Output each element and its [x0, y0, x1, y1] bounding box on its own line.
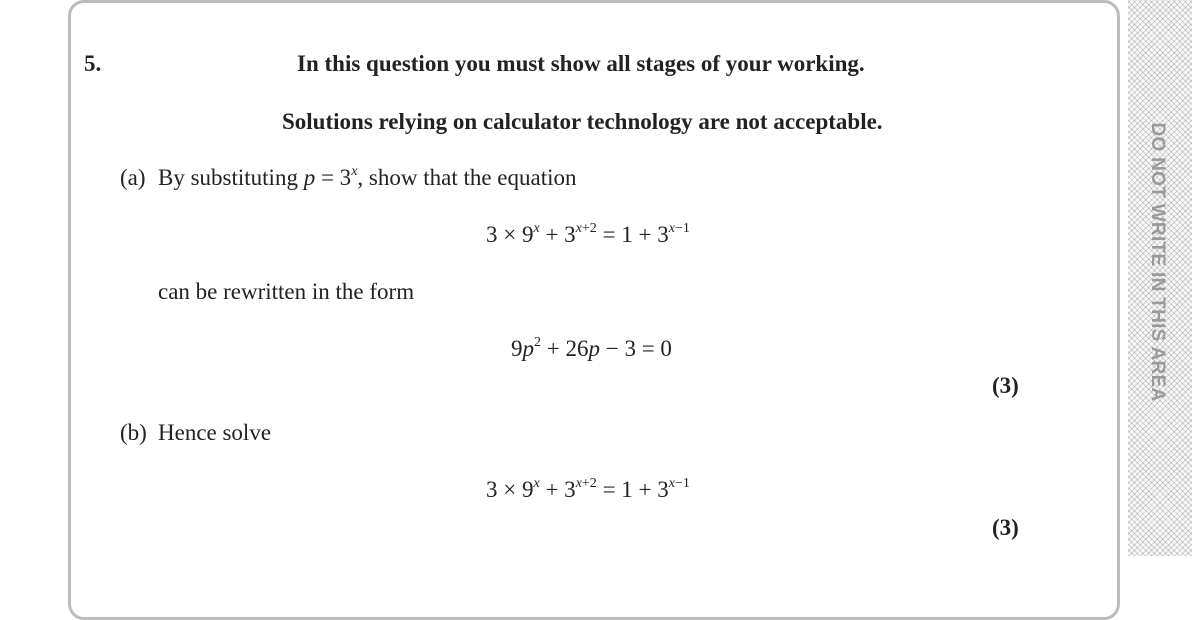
- part-a-between-text: can be rewritten in the form: [158, 279, 415, 304]
- instruction-show-working: In this question you must show all stages of your working.: [297, 51, 865, 76]
- question-number: 5.: [84, 51, 102, 76]
- substitution-expression: $p = 3^x$: [303, 164, 358, 190]
- equation-to-solve: $3 \times 9^x + 3^{x+2} = 1 + 3^{x-1}$: [486, 476, 690, 502]
- part-b-text: Hence solve: [158, 420, 272, 445]
- instruction-no-calculator: Solutions relying on calculator technology are not acceptable.: [282, 109, 883, 134]
- part-a-text-before: By substituting: [158, 165, 298, 190]
- part-a-intro: [158, 166, 577, 189]
- part-a-label: (a): [120, 165, 146, 190]
- equation-original: $3 \times 9^x + 3^{x+2} = 1 + 3^{x-1}$: [486, 221, 690, 247]
- part-b-marks: (3): [992, 515, 1019, 540]
- part-b-label: (b): [120, 420, 147, 445]
- part-a-marks: (3): [992, 373, 1019, 398]
- part-a-text-after: , show that the equation: [357, 165, 577, 190]
- question-frame: [68, 0, 1120, 620]
- equation-quadratic: $9p^2 + 26p - 3 = 0$: [511, 335, 672, 361]
- do-not-write-warning: DO NOT WRITE IN THIS AREA: [1147, 122, 1168, 402]
